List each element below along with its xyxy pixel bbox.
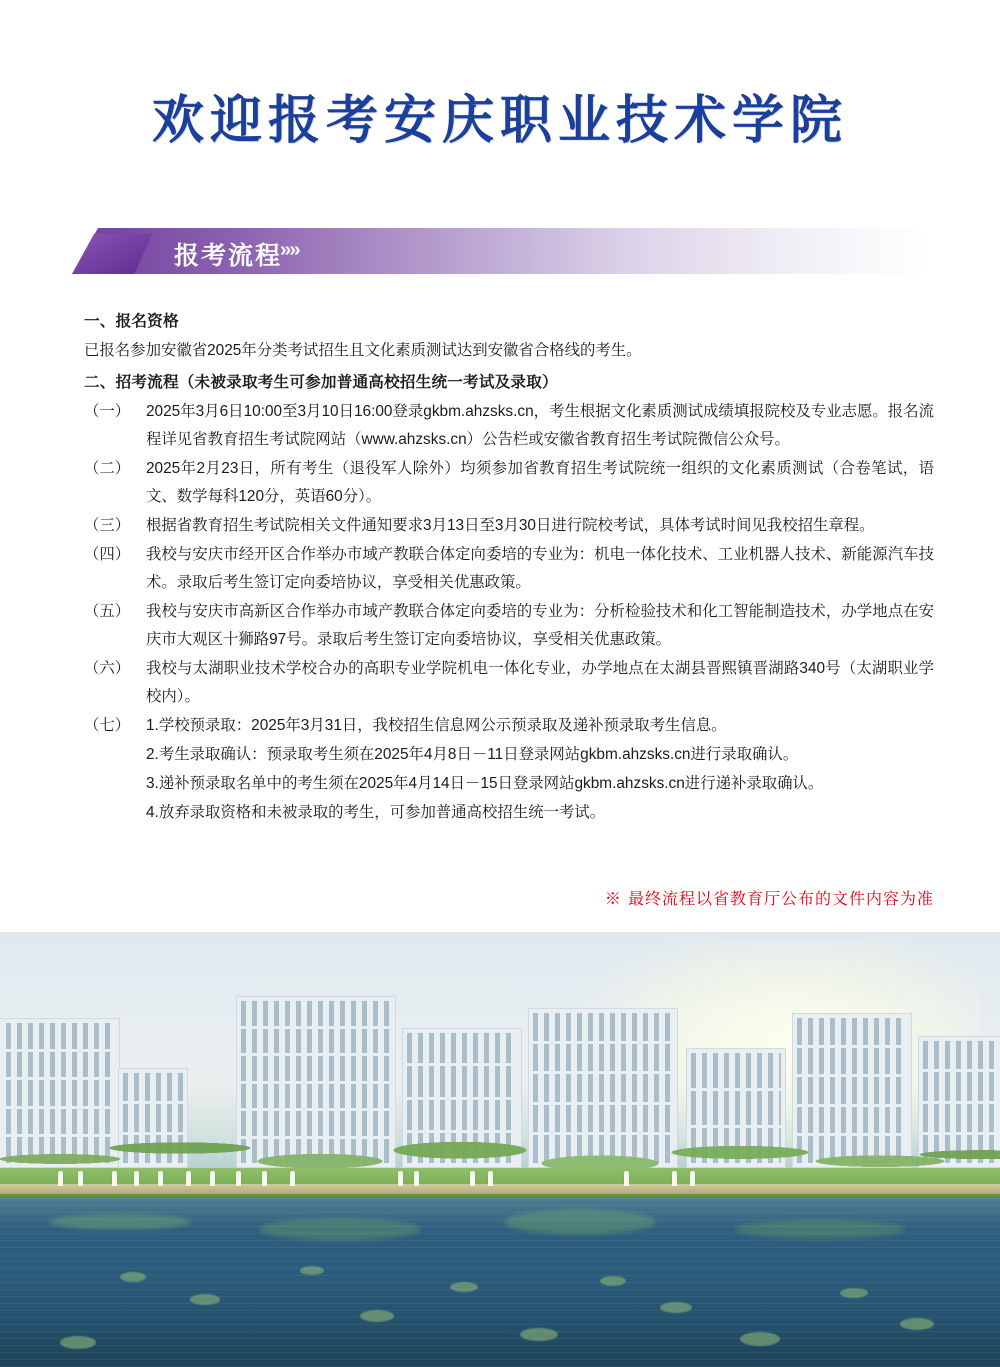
list-item	[84, 655, 934, 711]
person	[210, 1171, 215, 1186]
section-banner	[72, 228, 928, 280]
lily-pads	[0, 1232, 1000, 1367]
list-text: 2025年2月23日，所有考生（退役军人除外）均须参加省教育招生考试院统一组织的文化素质测试（合卷笔试，语文、数学每科120分，英语60分）。	[146, 460, 934, 505]
person	[672, 1171, 677, 1186]
list-text: 根据省教育招生考试院相关文件通知要求3月13日至3月30日进行院校考试，具体考试时间见我校招生章程。	[146, 517, 875, 534]
list-item	[84, 541, 934, 597]
list-marker: （五）	[84, 603, 131, 620]
footnote-disclaimer: ※ 最终流程以省教育厅公布的文件内容为准	[604, 889, 934, 908]
lily-pad	[450, 1282, 478, 1292]
list-marker: （四）	[84, 546, 131, 563]
person	[398, 1171, 403, 1186]
list-text: 我校与太湖职业技术学校合办的高职专业学院机电一体化专业，办学地点在太湖县晋熙镇晋湖路340号（太湖职业学校内）。	[146, 660, 934, 705]
person	[262, 1171, 267, 1186]
list-marker: （七）	[84, 717, 131, 734]
list-item	[84, 398, 934, 454]
person	[236, 1171, 241, 1186]
campus-photo	[0, 932, 1000, 1367]
person	[470, 1171, 475, 1186]
list-item	[84, 455, 934, 511]
section-heading-1: 一、报名资格	[84, 313, 179, 330]
person	[186, 1171, 191, 1186]
section-paragraph-1: 已报名参加安徽省2025年分类考试招生且文化素质测试达到安徽省合格线的考生。	[84, 342, 642, 359]
list-item	[84, 512, 934, 540]
person	[158, 1171, 163, 1186]
list-sublines	[146, 712, 934, 828]
list-text: 2025年3月6日10:00至3月10日16:00登录gkbm.ahzsks.cn，考生根据文化素质测试成绩填报院校及专业志愿。报名流程详见省教育招生考试院网站（www.ahzsks.cn）公告栏或安徽省教育招生考试院微信公众号。	[146, 403, 934, 448]
person	[112, 1171, 117, 1186]
list-item	[84, 598, 934, 654]
lily-pad	[840, 1288, 868, 1298]
person	[488, 1171, 493, 1186]
lily-pad	[300, 1266, 324, 1275]
lily-pad	[190, 1294, 220, 1305]
person	[78, 1171, 83, 1186]
person	[414, 1171, 419, 1186]
lily-pad	[660, 1302, 692, 1313]
person	[624, 1171, 629, 1186]
lily-pad	[600, 1276, 626, 1286]
list-text: 我校与安庆市经开区合作举办市域产教联合体定向委培的专业为：机电一体化技术、工业机器人技术、新能源汽车技术。录取后考生签订定向委培协议，享受相关优惠政策。	[146, 546, 934, 591]
lily-pad	[120, 1272, 146, 1282]
subline: 2.考生录取确认：预录取考生须在2025年4月8日－11日登录网站gkbm.ahzsks.cn进行录取确认。	[146, 746, 799, 763]
list-marker: （六）	[84, 660, 131, 677]
person	[690, 1171, 695, 1186]
page-title: 欢迎报考安庆职业技术学院	[151, 91, 848, 151]
subline: 1.学校预录取：2025年3月31日，我校招生信息网公示预录取及递补预录取考生信息。	[146, 717, 727, 734]
people-group	[0, 1166, 1000, 1190]
list-item	[84, 712, 934, 828]
banner-label: 报考流程	[174, 241, 283, 270]
chevron-right-icon: ››››	[280, 239, 299, 261]
body-content	[84, 308, 934, 829]
list-marker: （一）	[84, 403, 131, 420]
list-text: 我校与安庆市高新区合作举办市域产教联合体定向委培的专业为：分析检验技术和化工智能制造技术，办学地点在安庆市大观区十狮路97号。录取后考生签订定向委培协议，享受相关优惠政策。	[146, 603, 934, 648]
lily-pad	[60, 1336, 96, 1349]
lily-pad	[520, 1328, 558, 1341]
list-marker: （二）	[84, 460, 131, 477]
person	[290, 1171, 295, 1186]
section-heading-2: 二、招考流程（未被录取考生可参加普通高校招生统一考试及录取）	[84, 374, 558, 391]
lily-pad	[360, 1310, 394, 1322]
list-marker: （三）	[84, 517, 131, 534]
subline: 3.递补预录取名单中的考生须在2025年4月14日－15日登录网站gkbm.ahzsks.cn进行递补录取确认。	[146, 775, 824, 792]
subline: 4.放弃录取资格和未被录取的考生，可参加普通高校招生统一考试。	[146, 804, 606, 821]
person	[58, 1171, 63, 1186]
lily-pad	[740, 1332, 780, 1346]
lily-pad	[900, 1318, 934, 1330]
person	[134, 1171, 139, 1186]
